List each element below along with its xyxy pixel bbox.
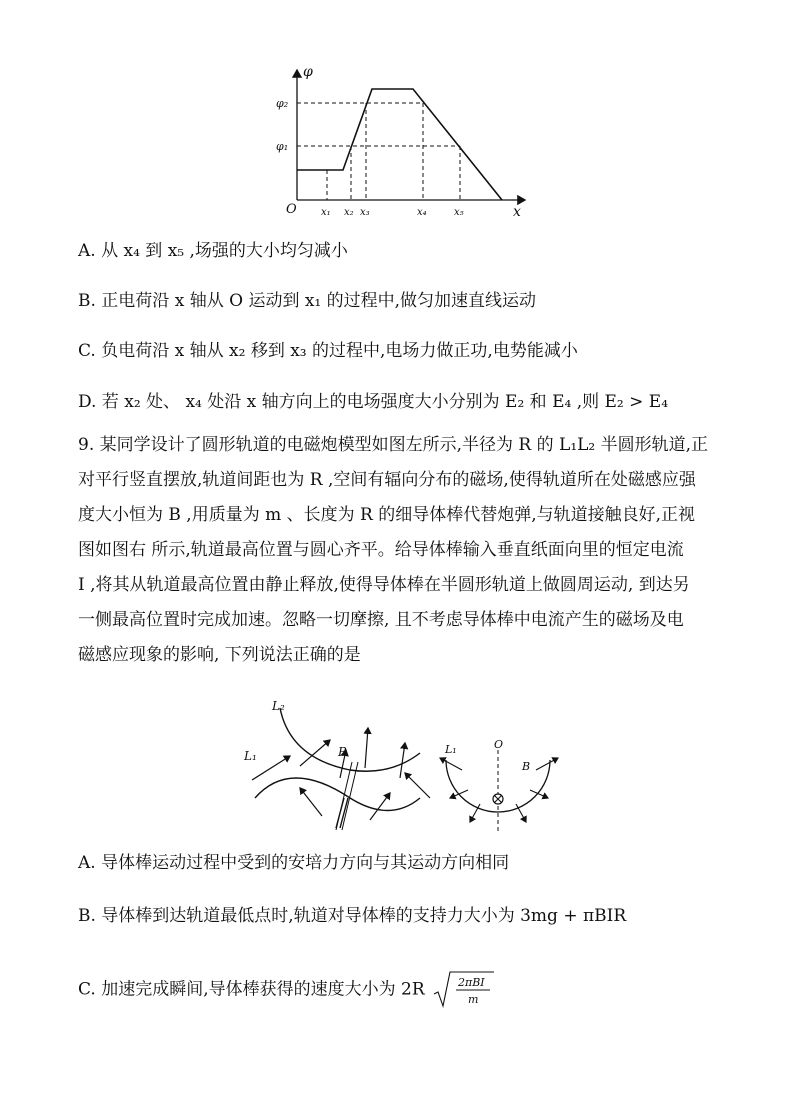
q9-option-b: B. 导体棒到达轨道最低点时,轨道对导体棒的支持力大小为 3mg + πBIR (78, 906, 627, 926)
x-tick-x4: x₄ (417, 207, 427, 218)
y-tick-phi2: φ₂ (276, 97, 289, 110)
q9-line-3: 度大小恒为 B ,用质量为 m 、长度为 R 的细导体棒代替炮弹,与轨道接触良好,正视 (78, 505, 696, 525)
q9-stem (78, 428, 726, 673)
q9-option-c-text: C. 加速完成瞬间,导体棒获得的速度大小为 2R (78, 979, 425, 1000)
q9-line-6: 一侧最高位置时完成加速。忽略一切摩擦, 且不考虑导体棒中电流产生的磁场及电 (78, 610, 684, 630)
potential-graph (270, 60, 540, 220)
label-l2-left: L₂ (272, 699, 285, 713)
label-b-left: B (338, 745, 347, 759)
sqrt-expression (432, 970, 496, 1010)
left-field-arrows (252, 728, 430, 820)
q9-line-5: I ,将其从轨道最高位置由静止释放,使得导体棒在半圆形轨道上做圆周运动, 到达另 (78, 575, 690, 595)
x-tick-x5: x₅ (454, 207, 464, 218)
q9-option-c (78, 970, 730, 1010)
label-o-right: O (494, 738, 504, 751)
origin-label: O (286, 202, 297, 217)
q8-option-c: C. 负电荷沿 x 轴从 x₂ 移到 x₃ 的过程中,电场力做正功,电势能减小 (78, 341, 578, 361)
q9-line-7: 磁感应现象的影响, 下列说法正确的是 (78, 645, 361, 665)
q9-line-4: 图如图右 所示,轨道最高位置与圆心齐平。给导体棒输入垂直纸面向里的恒定电流 (78, 540, 684, 560)
q8-option-b: B. 正电荷沿 x 轴从 O 运动到 x₁ 的过程中,做匀加速直线运动 (78, 291, 537, 311)
potential-curve (297, 89, 502, 200)
q8-option-d: D. 若 x₂ 处、 x₄ 处沿 x 轴方向上的电场强度大小分别为 E₂ 和 E₄ ,则 E₂ > E₄ (78, 392, 669, 412)
sqrt-numerator: 2πBI (458, 976, 485, 989)
q8-option-a: A. 从 x₄ 到 x₅ ,场强的大小均匀减小 (78, 241, 348, 261)
x-axis-label: x (513, 204, 521, 220)
railgun-figure (240, 698, 580, 838)
rail-perspective-view (255, 708, 420, 830)
label-b-right: B (522, 760, 531, 773)
y-tick-phi1: φ₁ (276, 140, 289, 153)
q9-line-2: 对平行竖直摆放,轨道间距也为 R ,空间有辐向分布的磁场,使得轨道所在处磁感应强 (78, 470, 696, 490)
x-tick-x2: x₂ (344, 207, 354, 218)
x-tick-x3: x₃ (360, 207, 370, 218)
label-l1-left: L₁ (244, 749, 257, 763)
sqrt-denominator: m (468, 993, 479, 1006)
q9-line-1: 9. 某同学设计了圆形轨道的电磁炮模型如图左所示,半径为 R 的 L₁L₂ 半圆形轨道,正 (78, 435, 709, 455)
x-tick-x1: x₁ (321, 207, 331, 218)
y-axis-label: φ (303, 64, 313, 80)
q9-option-a: A. 导体棒运动过程中受到的安培力方向与其运动方向相同 (78, 853, 510, 873)
label-l1-right: L₁ (445, 743, 457, 756)
